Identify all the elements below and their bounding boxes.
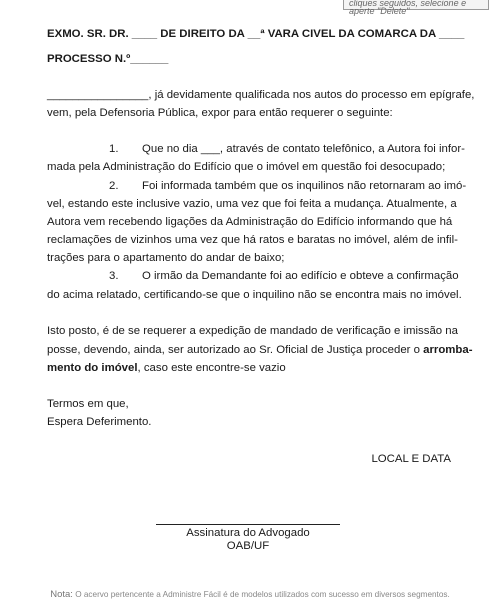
signature-name: Assinatura do Advogado — [186, 527, 310, 539]
request-line-3-bold: mento do imóvel — [47, 362, 138, 374]
footnote-label: Nota: — [50, 589, 73, 600]
request-line-1: Isto posto, é de se requerer a expedição de mandado de verificação e imissão na — [47, 325, 458, 337]
item-3-line-2: do acima relatado, certificando-se que o inquilino não se encontra mais no imóvel. — [47, 289, 462, 301]
item-2-number: 2. — [109, 180, 119, 192]
item-2-line-4: reclamações de vizinhos uma vez que há ratos e baratas no imóvel, além de infil- — [47, 234, 458, 246]
item-3-first-text: O irmão da Demandante foi ao edifício e obteve a confirmação — [142, 270, 459, 282]
tooltip-line-1: cliques seguidos, selecione e — [349, 0, 467, 8]
tooltip-box — [343, 0, 489, 16]
request-line-2-text: posse, devendo, ainda, ser autorizado ao Sr. Oficial de Justiça proceder o — [47, 344, 424, 356]
item-1-line-2: mada pela Administração do Edifício que o imóvel em questão foi desocupado; — [47, 161, 446, 173]
item-2-line-5: trações para o apartamento do andar de baixo; — [47, 252, 285, 264]
item-1-number: 1. — [109, 143, 119, 155]
place-and-date: LOCAL E DATA — [371, 453, 451, 465]
footnote — [0, 589, 500, 600]
request-line-2-bold: arromba- — [423, 344, 473, 356]
item-3-first-line — [47, 269, 459, 283]
signature-oab: OAB/UF — [226, 540, 270, 552]
intro-line-2: vem, pela Defensoria Pública, expor para então requerer o seguinte: — [47, 107, 393, 119]
item-2-first-text: Foi informada também que os inquilinos não retornaram ao imó- — [142, 180, 467, 192]
item-2-line-2: vel, estando este inclusive vazio, uma vez que foi feita a mudança. Atualmente, a — [47, 198, 457, 210]
request-line-3-text: , caso este encontre-se vazio — [137, 362, 286, 374]
footnote-text: O acervo pertencente a Administre Fácil é de modelos utilizados com sucesso em diversos segmentos. — [72, 590, 450, 599]
item-2-line-3: Autora vem recebendo ligações da Administração do Edifício informando que há — [47, 216, 453, 228]
closing-line-1: Termos em que, — [47, 398, 129, 410]
process-number: PROCESSO N.º______ — [47, 53, 169, 65]
closing-line-2: Espera Deferimento. — [47, 416, 152, 428]
item-1-first-line — [47, 142, 465, 156]
item-1-first-text: Que no dia ___, através de contato telefônico, a Autora foi infor- — [142, 143, 465, 155]
request-line-3 — [47, 361, 451, 375]
tooltip-line-2: aperte "Delete" — [349, 6, 410, 16]
item-3-number: 3. — [109, 270, 119, 282]
addressee-heading: EXMO. SR. DR. ____ DE DIREITO DA __ª VARA CIVEL DA COMARCA DA ____ — [47, 28, 465, 40]
request-line-2 — [47, 343, 473, 357]
signature-line — [156, 524, 340, 525]
intro-line-1: ________________, já devidamente qualificada nos autos do processo em epígrafe, — [47, 89, 475, 101]
item-2-first-line — [47, 179, 467, 193]
